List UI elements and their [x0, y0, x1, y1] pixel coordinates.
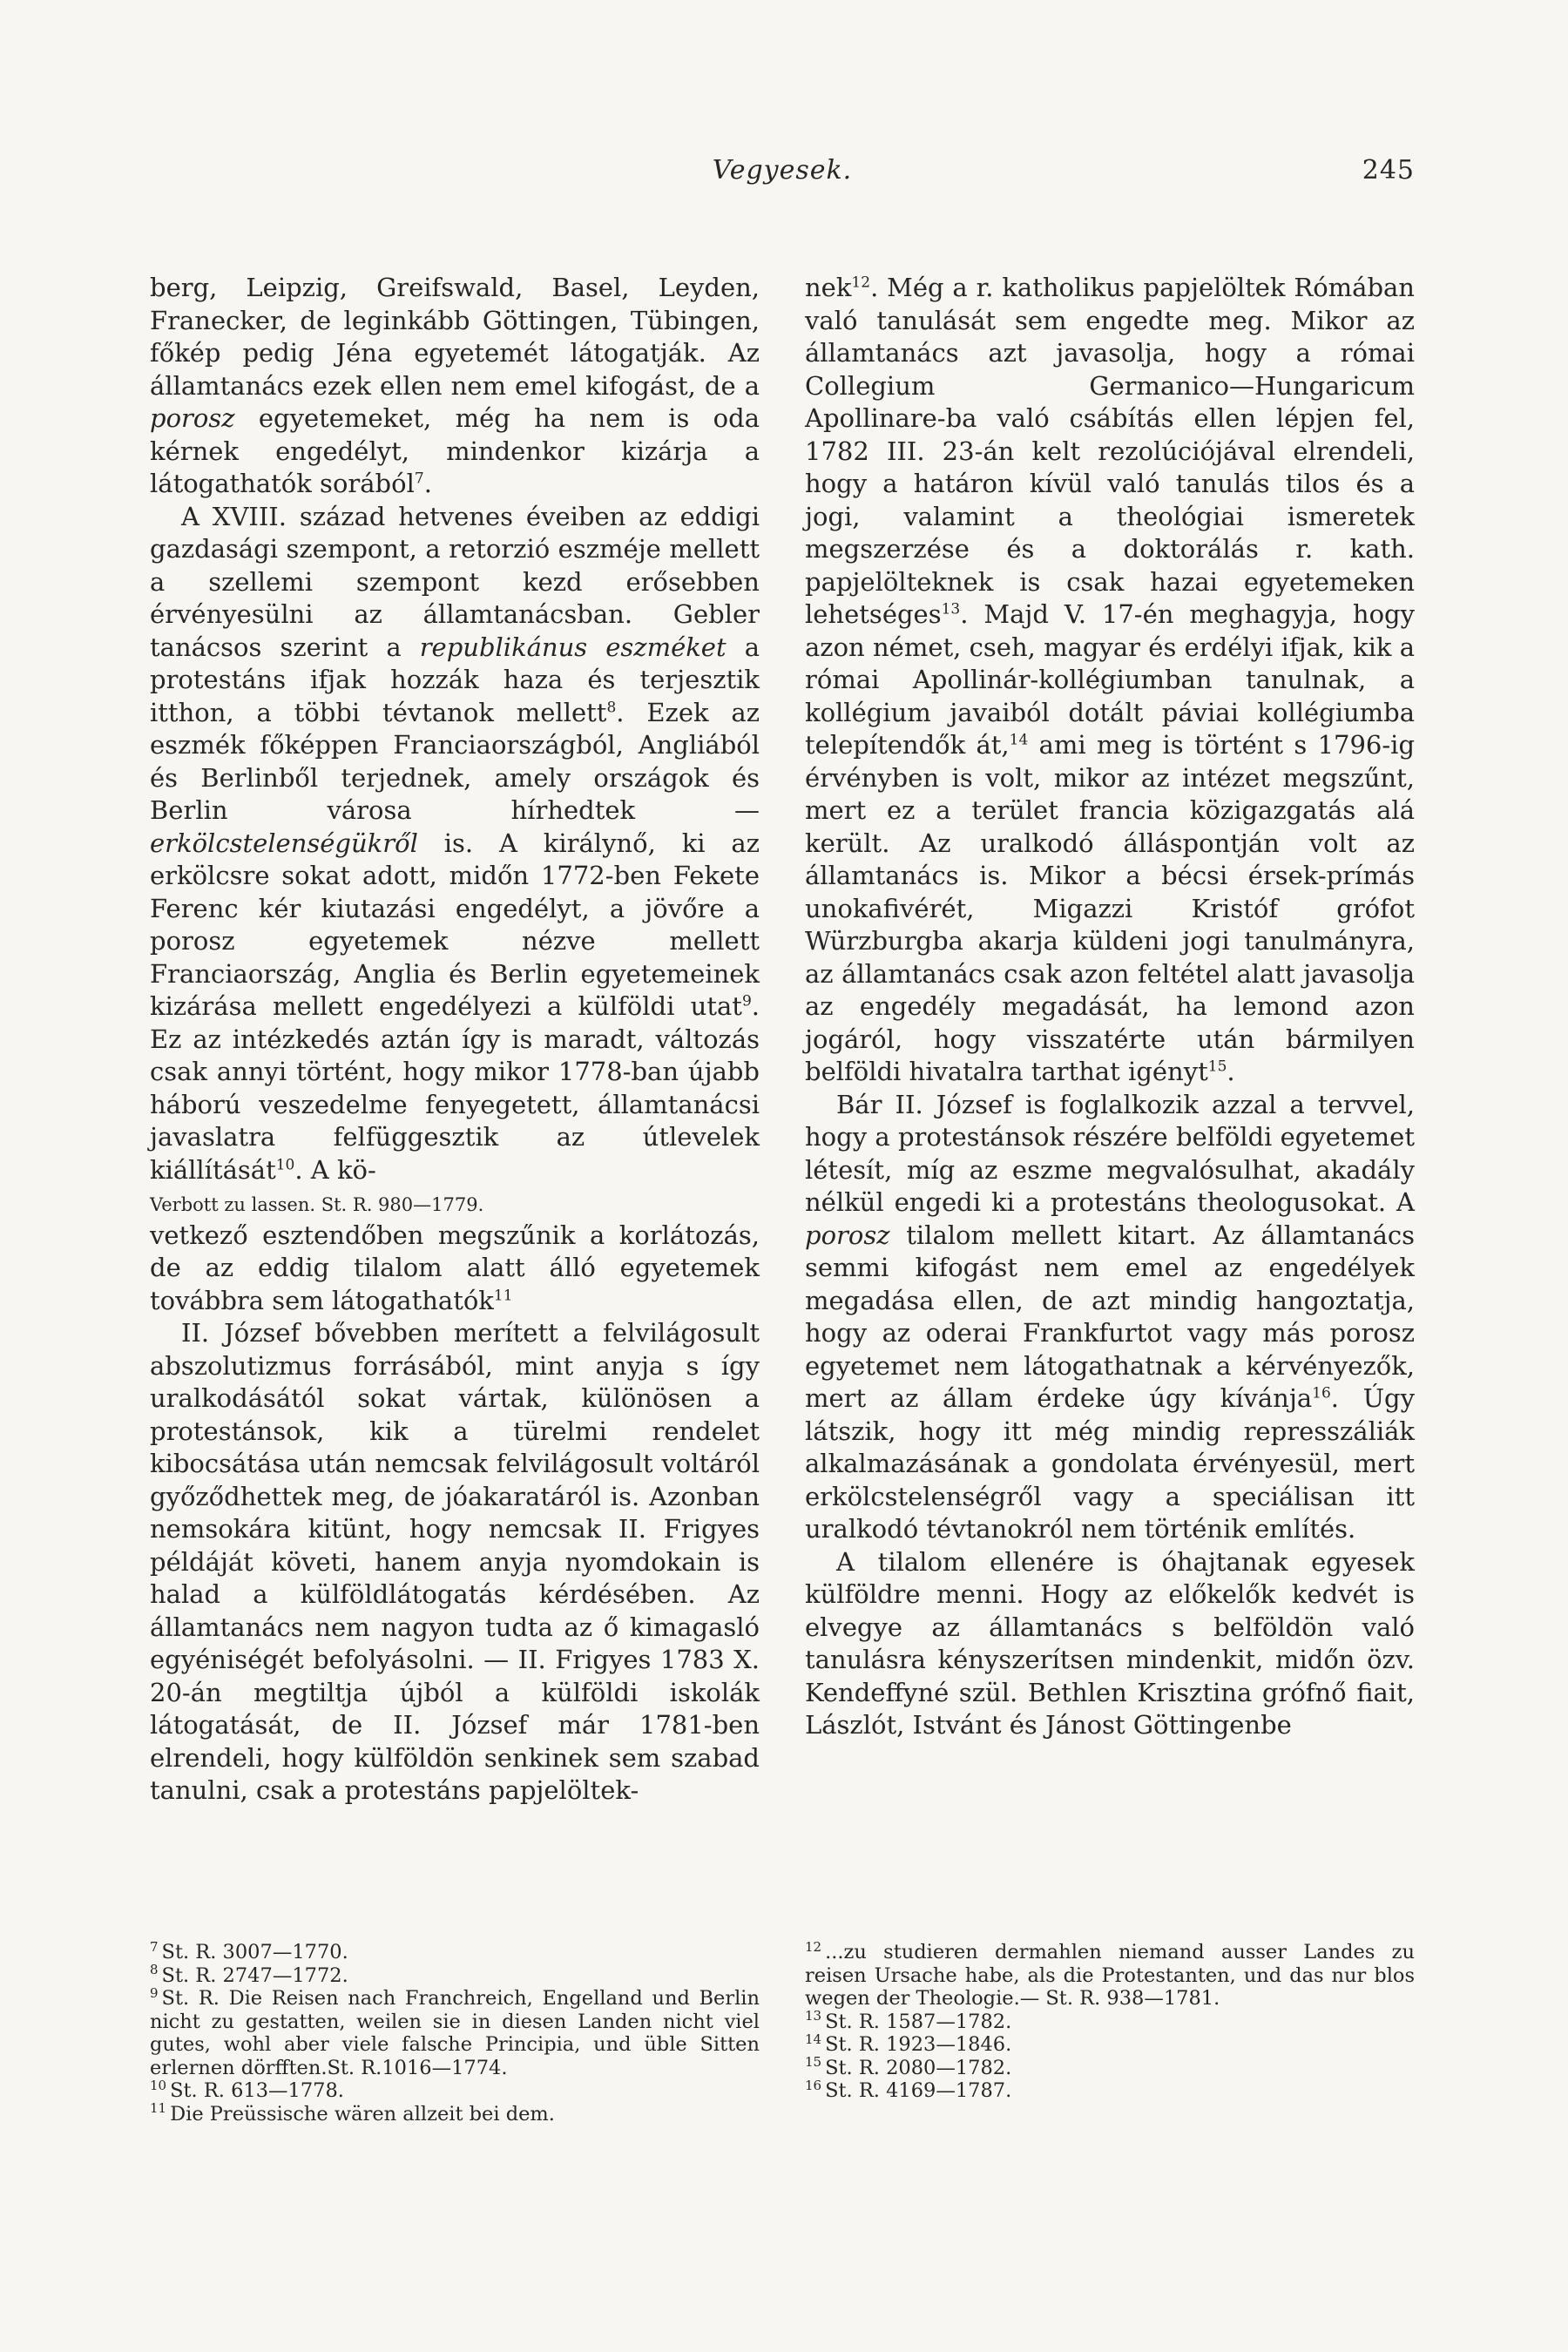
footnote: $^9$ St. R. Die Reisen nach Franchreich, Engelland und Berlin nicht zu gestatten, weilen sie in diesen Landen nicht viel gutes, wohl aber viele falsche Principia, und üble Sitten erlernen dörfften.St. R.1016—1774.	[150, 1984, 760, 2079]
footnote: $^{12}$ ...zu studieren dermahlen niemand ausser Landes zu reisen Ursache habe, als die Protestanten, und das nur blos wegen der Theologie.— St. R. 938—1781.	[805, 1938, 1415, 2010]
stray-footnote-line: Verbott zu lassen. St. R. 980—1779.	[150, 1194, 484, 1215]
footnote: $^{15}$ St. R. 2080—1782.	[805, 2054, 1012, 2079]
footnotes-right	[805, 1938, 1415, 2103]
footnote-ref: 13	[941, 600, 961, 618]
footnote: $^{10}$ St. R. 613—1778.	[150, 2077, 344, 2102]
footnote-ref: 8	[606, 698, 617, 716]
running-head	[150, 155, 1415, 190]
footnote-ref: 10	[275, 1155, 295, 1173]
footnote-ref: 14	[1009, 731, 1029, 749]
paragraph: nek$^{12}$. Még a r. katholikus papjelöltek Rómában való tanulását sem engedte meg. Mikor az államtanács azt javasolja, hogy a római Collegium Germanico—Hungaricum Apollinare-ba való csábítás ellen lépjen fel, 1782 III. 23-án kelt rezolúciójával elrendeli, hogy a határon kívül való tanulás tilos és a jogi, valamint a theológiai ismeretek megszerzése és a doktorálás r. kath. papjelölteknek is csak hazai egyetemeken lehetséges$^{13}$. Majd V. 17-én meghagyja, hogy azon német, cseh, magyar és erdélyi ifjak, kik a római Apollinár-kollégiumban tanulnak, a kollégium javaiból dotált páviai kollégiumba telepítendők át,$^{14}$ ami meg is történt s 1796-ig érvényben is volt, mikor az intézet megszűnt, mert ez a terület francia közigazgatás alá került. Az uralkodó álláspontján volt az államtanács is. Mikor a bécsi érsek-prímás unokafivérét, Migazzi Kristóf grófot Würzburgba akarja küldeni jogi tanulmányra, az államtanács csak azon feltétel alatt javasolja az engedély megadását, ha lemond azon jogáról, hogy visszatérte után bármilyen belföldi hivatalra tarthat igényt$^{15}$.	[805, 273, 1416, 1086]
footnote: $^7$ St. R. 3007—1770.	[150, 1938, 348, 1963]
paragraph: A XVIII. század hetvenes éveiben az eddigi gazdasági szempont, a retorzió eszméje mellett a szellemi szempont kezd erősebben érvényesülni az államtanácsban. Gebler tanácsos szerint a republikánus eszméket a protestáns ifjak hozzák haza és terjesztik itthon, a többi tévtanok mellett$^8$. Ezek az eszmék főképpen Franciaországból, Angliából és Berlinből terjednek, amely országok és Berlin városa hírhedtek — erkölcstelenségükről is. A királynő, ki az erkölcsre sokat adott, midőn 1772-ben Fekete Ferenc kér kiutazási engedélyt, a jövőre a porosz egyetemek nézve mellett Franciaország, Anglia és Berlin egyetemeinek kizárása mellett engedélyezi a külföldi utat$^9$. Ez az intézkedés aztán így is maradt, változás csak annyi történt, hogy mikor 1778-ban újabb háború veszedelme fenyegetett, államtanácsi javaslatra felfüggesztik az útlevelek kiállítását$^{10}$. A kö- Verbott zu lassen. St. R. 980—1779. vetkező esztendőben megszűnik a korlátozás, de az eddig tilalom alatt álló egyetemek továbbra sem látogathatók$^{11}$	[150, 501, 760, 1315]
paragraph: A tilalom ellenére is óhajtanak egyesek külföldre menni. Hogy az előkelők kedvét is elvegye az államtanács s belföldön való tanulásra kényszerítsen mindenkit, midőn özv. Kendeffyné szül. Bethlen Krisztina grófnő fiait, Lászlót, Istvánt és Jánost Göttingenbe	[805, 1546, 1415, 1740]
paragraph: berg, Leipzig, Greifswald, Basel, Leyden, Franecker, de leginkább Göttingen, Tübingen, főkép pedig Jéna egyetemét látogatják. Az államtanács ezek ellen nem emel kifogást, de a porosz egyetemeket, még ha nem is oda kérnek engedélyt, mindenkor kizárja a látogathatók sorából$^7$.	[150, 273, 760, 498]
paragraph: II. József bővebben merített a felvilágosult abszolutizmus forrásából, mint anyja s így uralkodásától sokat vártak, különösen a protestánsok, kik a türelmi rendelet kibocsátása után nemcsak felvilágosult voltáról győződhettek meg, de jóakaratáról is. Azonban nemsokára kitünt, hogy nemcsak II. Frigyes példáját követi, hanem anyja nyomdokain is halad a külföldlátogatás kérdésében. Az államtanács nem nagyon tudta az ő kimagasló egyéniségét befolyásolni. — II. Frigyes 1783 X. 20-án megtiltja újból a külföldi iskolák látogatását, de II. József már 1781-ben elrendeli, hogy külföldön senkinek sem szabad tanulni, csak a protestáns papjelöltek-	[150, 1318, 760, 1805]
left-column	[150, 272, 760, 1808]
footnotes-left	[150, 1938, 760, 2126]
footnote-ref: 11	[493, 1286, 513, 1304]
footnote-ref: 15	[1207, 1058, 1227, 1076]
footnote: $^{16}$ St. R. 4169—1787.	[805, 2077, 1012, 2102]
right-column	[805, 272, 1415, 1742]
footnote-ref: 7	[414, 470, 424, 488]
paragraph: Bár II. József is foglalkozik azzal a tervvel, hogy a protestánsok részére belföldi egyetemet létesít, míg az eszme megvalósulhat, akadály nélkül engedi ki a protestáns theologusokat. A porosz tilalom mellett kitart. Az államtanács semmi kifogást nem emel az engedélyek megadása ellen, de azt mindig hangoztatja, hogy az oderai Frankfurtot vagy más porosz egyetemet nem látogathatnak a kérvényezők, mert az állam érdeke úgy kívánja$^{16}$. Úgy látszik, hogy itt még mindig represszáliák alkalmazásának a gondolata érvényesül, mert erkölcstelenségről vagy a speciálisan itt uralkodó tévtanokról nem történik említés.	[805, 1089, 1416, 1544]
footnote-ref: 9	[741, 992, 752, 1010]
footnote: $^{13}$ St. R. 1587—1782.	[805, 2008, 1012, 2033]
footnote-ref: 12	[851, 274, 871, 292]
section-title: Vegyesek.	[712, 155, 853, 186]
page-number: 245	[1362, 155, 1415, 186]
footnote: $^8$ St. R. 2747—1772.	[150, 1962, 348, 1987]
footnote: $^{14}$ St. R. 1923—1846.	[805, 2031, 1012, 2056]
footnote: $^{11}$ Die Preüssische wären allzeit bei dem.	[150, 2100, 555, 2126]
footnote-ref: 16	[1312, 1384, 1331, 1402]
